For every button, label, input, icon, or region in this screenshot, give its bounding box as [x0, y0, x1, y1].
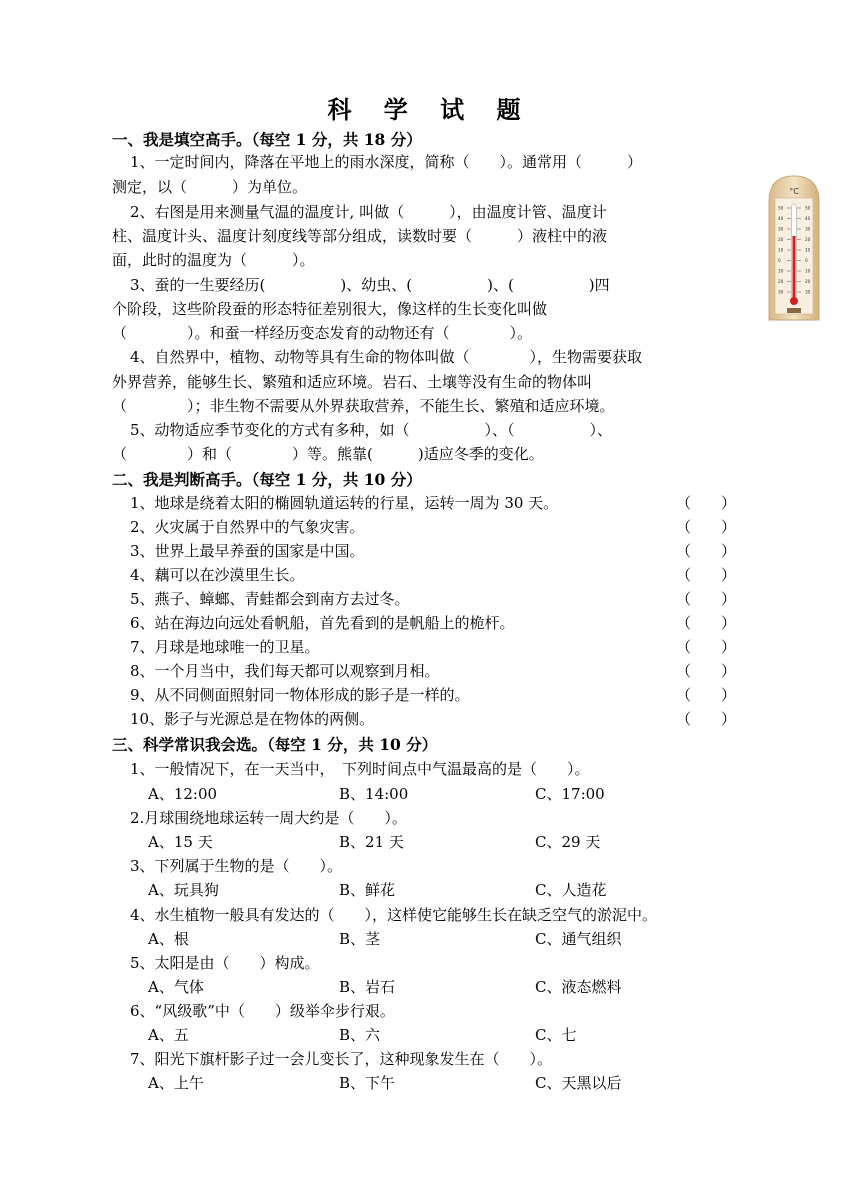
- judge-item-1: 1、地球是绕着太阳的椭圆轨道运转的行星，运转一周为 30 天。: [130, 494, 559, 512]
- judge-answer-2[interactable]: （ ）: [676, 518, 737, 536]
- choice-2-option-b[interactable]: B、21 天: [339, 833, 404, 851]
- thermometer-tick-label: 20: [778, 279, 784, 284]
- thermometer-tick-label: 30: [778, 289, 784, 295]
- q5-line1: 5、动物适应季节变化的方式有多种，如（ ）、（ ）、: [130, 421, 613, 439]
- judge-item-5: 5、燕子、蟑螂、青蛙都会到南方去过冬。: [130, 590, 410, 608]
- judge-answer-4[interactable]: （ ）: [676, 566, 737, 584]
- q4-line2: 外界营养，能够生长、繁殖和适应环境。岩石、土壤等没有生命的物体叫: [112, 373, 593, 391]
- judge-answer-9[interactable]: （ ）: [676, 686, 737, 704]
- q3-line1: 3、蚕的一生要经历( )、幼虫、( )、( )四: [130, 276, 610, 294]
- q2-line2: 柱、温度计头、温度计刻度线等部分组成，读数时要（ ）液柱中的液: [112, 227, 608, 245]
- judge-item-6: 6、站在海边向远处看帆船，首先看到的是帆船上的桅杆。: [130, 614, 515, 632]
- choice-1-option-c[interactable]: C、17:00: [535, 785, 605, 803]
- choice-7-option-c[interactable]: C、天黑以后: [535, 1074, 622, 1092]
- thermometer-tick-label: 10: [778, 247, 784, 253]
- choice-7-option-a[interactable]: A、上午: [148, 1074, 204, 1092]
- q2-line1: 2、右图是用来测量气温的温度计, 叫做（ ），由温度计管、温度计: [130, 203, 607, 221]
- choice-question-7: 7、阳光下旗杆影子过一会儿变长了，这种现象发生在（ ）。: [130, 1050, 553, 1068]
- choice-1-option-b[interactable]: B、14:00: [339, 785, 409, 803]
- choice-question-3: 3、下列属于生物的是（ ）。: [130, 857, 343, 875]
- judge-item-7: 7、月球是地球唯一的卫星。: [130, 638, 320, 656]
- choice-4-option-c[interactable]: C、通气组织: [535, 930, 622, 948]
- choice-6-option-c[interactable]: C、七: [535, 1026, 577, 1044]
- thermometer-tick-label: 30: [778, 226, 784, 232]
- choice-1-option-a[interactable]: A、12:00: [148, 785, 218, 803]
- choice-2-option-c[interactable]: C、29 天: [535, 833, 601, 851]
- judge-answer-6[interactable]: （ ）: [676, 614, 737, 632]
- q1-line1: 1、一定时间内，降落在平地上的雨水深度，简称（ ）。通常用（ ）: [130, 153, 643, 171]
- choice-question-6: 6、“风级歌”中（ ）级举伞步行艰。: [130, 1002, 395, 1020]
- choice-6-option-a[interactable]: A、五: [148, 1026, 189, 1044]
- choice-4-option-a[interactable]: A、根: [148, 930, 189, 948]
- judge-answer-1[interactable]: （ ）: [676, 494, 737, 512]
- choice-5-option-b[interactable]: B、岩石: [339, 978, 396, 996]
- q5-line2: （ ）和（ ）等。熊靠( )适应冬季的变化。: [112, 445, 544, 463]
- choice-5-option-a[interactable]: A、气体: [148, 978, 204, 996]
- thermometer-tick-label: 30: [805, 289, 811, 295]
- thermometer-tick-label: 0: [805, 258, 808, 263]
- thermometer-tick-label: 20: [778, 237, 784, 242]
- judge-item-4: 4、藕可以在沙漠里生长。: [130, 566, 305, 584]
- thermometer-tick-label: 0: [778, 258, 781, 263]
- thermometer-tick-label: 10: [805, 247, 811, 253]
- judge-answer-3[interactable]: （ ）: [676, 542, 737, 560]
- section-3-heading: 三、科学常识我会选。（每空 1 分，共 10 分）: [112, 735, 438, 754]
- section-2-heading: 二、我是判断高手。（每空 1 分，共 10 分）: [112, 470, 422, 489]
- choice-question-1: 1、一般情况下，在一天当中， 下列时间点中气温最高的是（ ）。: [130, 760, 590, 778]
- q4-line3: （ ）；非生物不需要从外界获取营养，不能生长、繁殖和适应环境。: [112, 397, 615, 415]
- choice-3-option-b[interactable]: B、鲜花: [339, 881, 396, 899]
- choice-5-option-c[interactable]: C、液态燃料: [535, 978, 622, 996]
- thermometer-liquid: [793, 236, 796, 300]
- judge-item-9: 9、从不同侧面照射同一物体形成的影子是一样的。: [130, 686, 470, 704]
- thermometer-tick-label: 20: [805, 237, 811, 242]
- thermometer-tick-label: 10: [805, 268, 811, 274]
- judge-answer-10[interactable]: （ ）: [676, 710, 737, 728]
- judge-item-2: 2、火灾属于自然界中的气象灾害。: [130, 518, 365, 536]
- judge-answer-8[interactable]: （ ）: [676, 662, 737, 680]
- thermometer-tick-label: 40: [805, 216, 811, 221]
- q2-line3: 面，此时的温度为（ ）。: [112, 251, 315, 269]
- page-title: 科 学 试 题: [327, 95, 533, 124]
- q3-line2: 个阶段，这些阶段蚕的形态特征差别很大，像这样的生长变化叫做: [112, 300, 548, 318]
- choice-question-4: 4、水生植物一般具有发达的（ ），这样使它能够生长在缺乏空气的淤泥中。: [130, 906, 658, 924]
- choice-3-option-c[interactable]: C、人造花: [535, 881, 607, 899]
- section-1-heading: 一、我是填空高手。（每空 1 分，共 18 分）: [112, 130, 422, 149]
- q4-line1: 4、自然界中，植物、动物等具有生命的物体叫做（ ），生物需要获取: [130, 348, 643, 366]
- choice-question-5: 5、太阳是由（ ）构成。: [130, 954, 320, 972]
- thermometer-bulb: [790, 297, 798, 305]
- choice-7-option-b[interactable]: B、下午: [339, 1074, 396, 1092]
- judge-item-3: 3、世界上最早养蚕的国家是中国。: [130, 542, 365, 560]
- thermometer-tick-label: 40: [778, 216, 784, 221]
- thermometer-tick-label: 20: [805, 279, 811, 284]
- judge-answer-7[interactable]: （ ）: [676, 638, 737, 656]
- judge-item-8: 8、一个月当中，我们每天都可以观察到月相。: [130, 662, 440, 680]
- thermometer-tick-label: 10: [778, 268, 784, 274]
- q1-line2: 测定，以（ ）为单位。: [112, 178, 308, 196]
- judge-answer-5[interactable]: （ ）: [676, 590, 737, 608]
- thermometer-image: [765, 174, 823, 322]
- choice-question-2: 2.月球围绕地球运转一周大约是（ ）。: [130, 809, 407, 827]
- choice-2-option-a[interactable]: A、15 天: [148, 833, 213, 851]
- thermometer-unit: °C: [789, 187, 799, 196]
- thermometer-tick-label: 50: [778, 205, 784, 211]
- thermometer-tick-label: 30: [805, 226, 811, 232]
- q3-line3: （ ）。和蚕一样经历变态发育的动物还有（ ）。: [112, 324, 533, 342]
- judge-item-10: 10、影子与光源总是在物体的两侧。: [130, 710, 375, 728]
- choice-4-option-b[interactable]: B、茎: [339, 930, 381, 948]
- thermometer-tick-label: 50: [805, 205, 811, 211]
- choice-3-option-a[interactable]: A、玩具狗: [148, 881, 219, 899]
- choice-6-option-b[interactable]: B、六: [339, 1026, 381, 1044]
